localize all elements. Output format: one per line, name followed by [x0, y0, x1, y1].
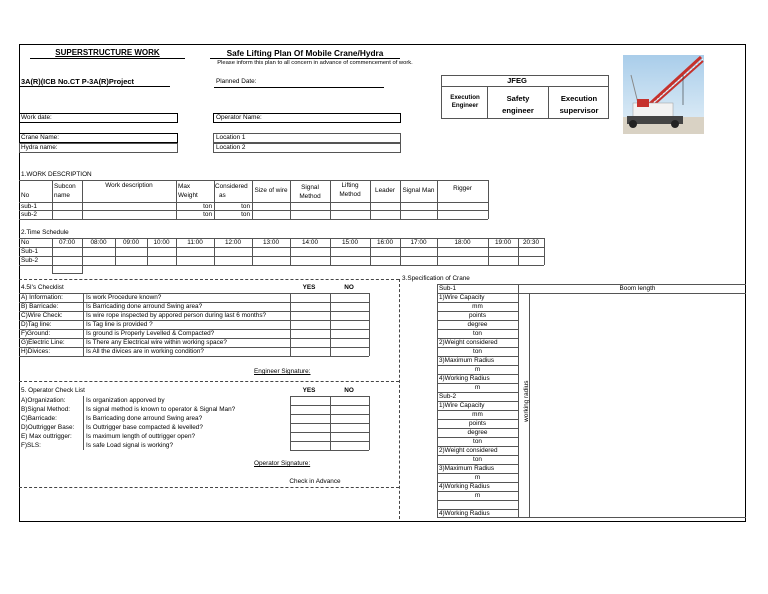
operator-name-label: Operator Name:	[216, 114, 262, 121]
checklist-4s-question: Is work Procedure known?	[86, 294, 162, 301]
ts-time: 10:00	[153, 239, 170, 246]
location2-label: Location 2	[216, 144, 246, 151]
crane-photo-drawing	[623, 55, 704, 134]
wd-header-no: No	[21, 192, 30, 199]
project-underline	[20, 86, 170, 87]
checklist-4s-no: NO	[344, 284, 354, 291]
operator-checklist-label: F)SLS:	[21, 442, 41, 449]
main-title: Safe Lifting Plan Of Mobile Crane/Hydra	[226, 48, 384, 58]
sub1-line: 2)Weight considered	[439, 339, 498, 346]
sub1-line: ton	[473, 330, 482, 337]
ts-time: 13:00	[263, 239, 279, 246]
wd-row-no: sub-2	[21, 211, 37, 218]
operator-checklist-question: Is safe Load signal is working?	[86, 442, 174, 449]
checklist-4s-label: B) Barricade:	[21, 303, 59, 310]
operator-checklist-label: D)Outtrigger Base:	[21, 424, 75, 431]
boom-length-label: Boom length	[619, 285, 656, 292]
operator-checklist-question: Is maximum length of outtrigger open?	[86, 433, 196, 440]
title-underline	[30, 58, 185, 59]
checklist-4s-question: Is Tag line is provided ?	[86, 321, 153, 328]
sub2-line: 4)Working Radius	[439, 510, 490, 517]
sub2-title: Sub-2	[439, 393, 457, 400]
main-title-underline	[210, 58, 400, 59]
time-schedule-title: 2.Time Schedule	[21, 229, 69, 236]
sub1-line: 1)Wire Capacity	[439, 294, 485, 301]
operator-checklist-title: 5. Operator Check List	[21, 387, 85, 394]
operator-checklist-no: NO	[344, 387, 354, 394]
checklist-4s-question: Is wire rope inspected by appored person during last 6 months?	[86, 312, 267, 319]
dashed-separator-vertical	[399, 279, 400, 519]
safety-engineer-label: Safety engineer	[502, 94, 534, 115]
time-schedule-extra-cell	[52, 265, 83, 274]
wd-row-max-unit: ton	[203, 203, 212, 210]
wd-header-lifting-method: Lifting Method	[339, 182, 361, 198]
jfeg-label: JFEG	[507, 76, 527, 85]
sub1-title: Sub-1	[439, 285, 457, 292]
sub1-line: mm	[472, 303, 483, 310]
ts-time: 20:30	[523, 239, 539, 246]
operator-checklist-yes: YES	[302, 387, 316, 394]
location1-label: Location 1	[216, 134, 246, 141]
sub1-line: points	[468, 312, 487, 319]
operator-checklist-label: C)Barricade:	[21, 415, 57, 422]
sub2-line: ton	[473, 456, 482, 463]
sub2-line: points	[468, 420, 487, 427]
sub2-line: m	[474, 474, 481, 481]
check-in-advance-label: Check in Advance	[289, 478, 341, 485]
sub2-line: ton	[473, 438, 482, 445]
checklist-4s-label: D)Tag line:	[21, 321, 52, 328]
dashed-separator-middle	[19, 381, 399, 382]
ts-time: 15:00	[342, 239, 358, 246]
ts-time: 08:00	[90, 239, 107, 246]
wd-header-size-of-wire: Size of wire	[254, 187, 288, 194]
operator-checklist-label: B)Signal Method:	[21, 406, 71, 413]
checklist-4s-label: C)Wire Check:	[21, 312, 63, 319]
wd-row-no: sub-1	[21, 203, 37, 210]
planned-date-label: Planned Date:	[216, 78, 257, 85]
wd-row-max-unit: ton	[203, 211, 212, 218]
checklist-4s-yes: YES	[302, 284, 316, 291]
ts-row-label: Sub-1	[21, 248, 39, 255]
operator-checklist-question: Is organization apporved by	[86, 397, 165, 404]
operator-checklist-question: Is Barricading done arround Swing area?	[86, 415, 203, 422]
operator-checklist-question: Is signal method is known to operator & Signal Man?	[86, 406, 236, 413]
sub2-line: 2)Weight considered	[439, 447, 498, 454]
dashed-separator-top	[19, 279, 399, 280]
wd-header-signal-man: Signal Man	[402, 187, 435, 194]
ts-time: 11:00	[187, 239, 203, 246]
operator-checklist-label: E) Max outtrigger:	[21, 433, 72, 440]
wd-header-name: name	[54, 192, 70, 199]
checklist-4s-question: Is Barricading done arround Swing area?	[86, 303, 203, 310]
checklist-4s-question: Is There any Electrical wire within working space?	[86, 339, 227, 346]
wd-header-considered: Considered	[215, 183, 248, 190]
ts-time: 18:00	[454, 239, 471, 246]
approval-divider-2	[548, 86, 549, 119]
project-name: 3A(R)(ICB No.CT P-3A(R)Project	[21, 77, 134, 86]
wd-header-signal-method: Signal Method	[299, 184, 321, 200]
approval-divider-1	[487, 86, 488, 119]
wd-header-rigger: Rigger	[453, 185, 472, 192]
ts-time: 12:00	[225, 239, 241, 246]
sub1-line: m	[474, 384, 481, 391]
sub2-line: degree	[467, 429, 488, 436]
sub2-line: 1)Wire Capacity	[439, 402, 485, 409]
ts-time: 09:00	[123, 239, 139, 246]
sub1-line: m	[474, 366, 481, 373]
checklist-4s-label: F)Ground:	[21, 330, 51, 337]
superstructure-title: SUPERSTRUCTURE WORK	[55, 48, 160, 57]
hydra-name-label: Hydra name:	[21, 144, 58, 151]
checklist-4s-question: Is All the divices are in working condition?	[86, 348, 204, 355]
sub2-line: mm	[472, 411, 483, 418]
ts-time: 19:00	[495, 239, 511, 246]
crane-spec-title: 3.Specification of Crane	[402, 275, 470, 282]
ts-row-label: Sub-2	[21, 257, 39, 264]
sub1-line: 3)Maximum Radius	[439, 357, 495, 364]
ts-time: 07:00	[59, 239, 75, 246]
sub1-line: 4)Working Radius	[439, 375, 490, 382]
wd-row-considered-unit: ton	[241, 203, 250, 210]
wd-row-considered-unit: ton	[241, 211, 250, 218]
ts-time: 16:00	[377, 239, 393, 246]
working-radius-label: working radius	[522, 380, 530, 422]
sub1-line: ton	[473, 348, 482, 355]
checklist-4s-label: G)Electric Line:	[21, 339, 65, 346]
ts-time: 14:00	[302, 239, 318, 246]
operator-checklist-question: Is Outtrigger base compacted & levelled?	[86, 424, 203, 431]
sub1-line: degree	[467, 321, 488, 328]
wd-header-max: Max	[178, 183, 191, 190]
sub2-line: m	[474, 492, 481, 499]
operator-checklist-label: A)Organization:	[21, 397, 66, 404]
checklist-4s-question: Is ground is Properly Levelled & Compacted?	[86, 330, 215, 337]
sub2-line: 4)Working Radius	[439, 483, 490, 490]
checklist-4s-label: A) Information:	[21, 294, 63, 301]
wd-header-subcon: Subcon	[54, 183, 76, 190]
wd-header-work-description: Work description	[105, 182, 153, 189]
work-description-title: 1.WORK DESCRIPTION	[21, 171, 92, 178]
checklist-4s-title: 4.5I's Checklist	[21, 284, 64, 291]
sub2-line: 3)Maximum Radius	[439, 465, 495, 472]
crane-photo	[623, 55, 704, 134]
planned-date-line[interactable]	[214, 87, 384, 88]
work-date-label: Work date:	[21, 114, 52, 121]
wd-header-weight: Weight	[178, 192, 198, 199]
ts-no-label: No	[21, 239, 30, 246]
dashed-separator-bottom	[19, 487, 399, 488]
subtitle: Please inform this plan to all concern in advance of commencement of work.	[217, 60, 413, 66]
ts-time: 17:00	[410, 239, 427, 246]
wd-header-leader: Leader	[375, 187, 395, 194]
execution-supervisor-label: Execution supervisor	[559, 94, 599, 115]
engineer-signature-label: Engineer Signature:	[254, 368, 311, 375]
execution-engineer-label: Execution Engineer	[450, 94, 480, 110]
crane-name-label: Crane Name:	[21, 134, 60, 141]
approval-header-line	[441, 86, 609, 87]
wd-header-as: as	[219, 192, 226, 199]
operator-signature-label: Operator Signature:	[254, 460, 311, 467]
checklist-4s-label: H)Divices:	[21, 348, 51, 355]
